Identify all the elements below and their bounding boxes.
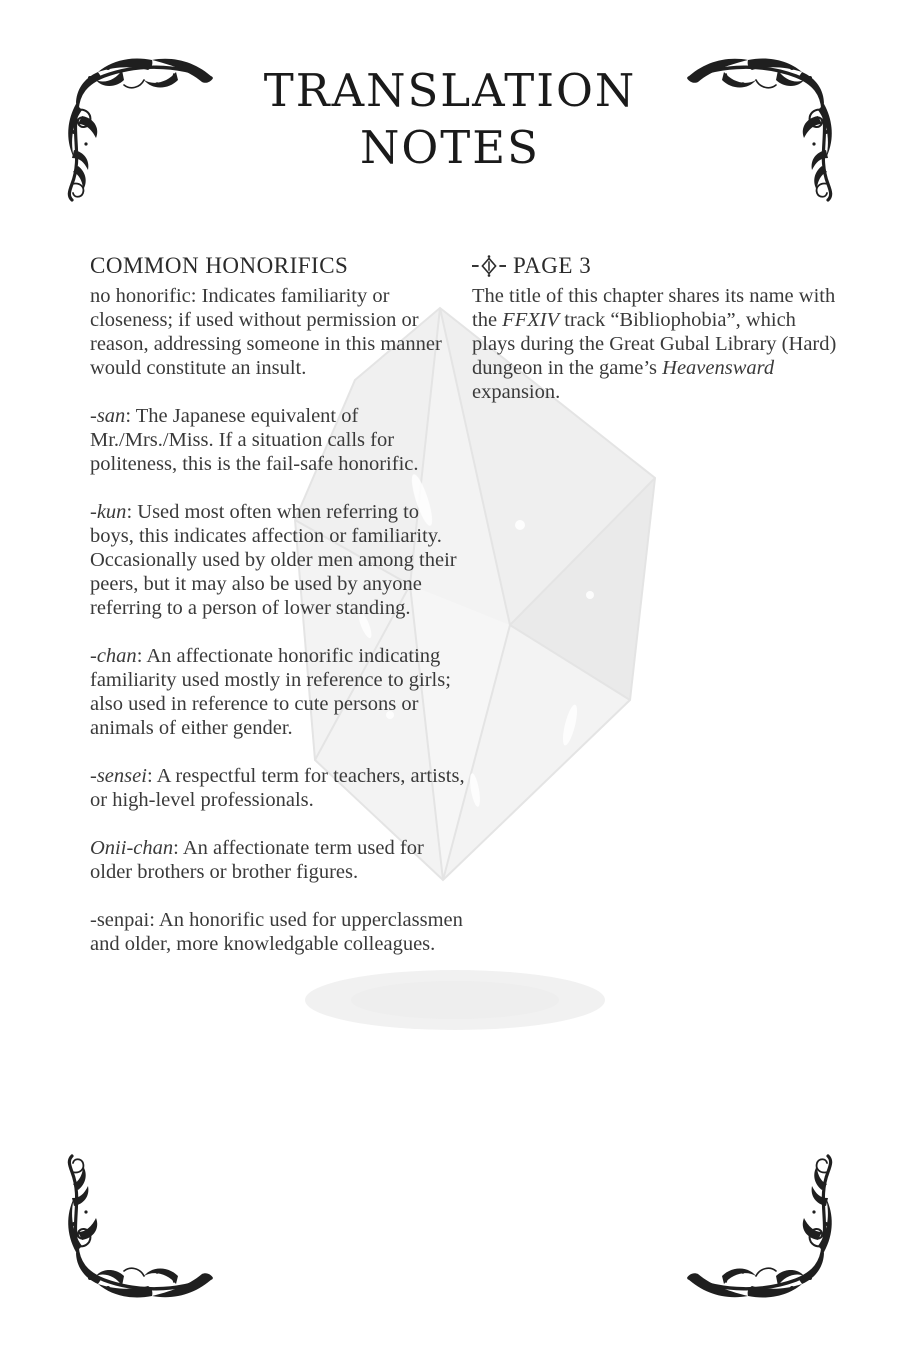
- note-italic-text: Heavensward: [662, 357, 775, 379]
- honorific-text: : Indicates familiarity or closeness; if used without permission or reason, addressing someone in this manner would constitute an insult.: [90, 285, 442, 379]
- compass-ornament-icon: [472, 254, 506, 278]
- note-text: track “Bibliophobia”, which plays during the Great Gubal Library (Hard) dungeon in the game’s: [472, 309, 837, 379]
- corner-ornament-bottom-left-icon: [56, 1154, 216, 1302]
- honorific-entry: [90, 404, 468, 476]
- honorific-text: : An affectionate term used for older brothers or brother figures.: [90, 837, 424, 883]
- honorifics-section: [90, 252, 468, 980]
- honorific-text: : An affectionate honorific indicating familiarity used mostly in reference to girls; also used in reference to cute persons or animals of either gender.: [90, 645, 451, 739]
- page-note-heading: [472, 252, 838, 280]
- corner-ornament-bottom-right-icon: [684, 1154, 844, 1302]
- honorific-entry: [90, 836, 468, 884]
- honorific-text: : Used most often when referring to boys, this indicates affection or familiarity. Occasionally used by older men among their peers, but it may also be used by anyone referring to a person of lower standing.: [90, 501, 457, 619]
- honorific-term: -senpai: [90, 909, 150, 931]
- note-text: expansion.: [472, 381, 561, 403]
- honorific-text: : An honorific used for upperclassmen and older, more knowledgable colleagues.: [90, 909, 463, 955]
- page-title-line-1: TRANSLATION: [263, 64, 637, 117]
- honorific-text: : The Japanese equivalent of Mr./Mrs./Miss. If a situation calls for politeness, this is the fail-safe honorific.: [90, 405, 419, 475]
- honorific-text: : A respectful term for teachers, artists, or high-level professionals.: [90, 765, 465, 811]
- page-note-paragraph: [472, 284, 838, 404]
- honorific-term: Onii-chan: [90, 837, 174, 859]
- page-note-heading-label: PAGE 3: [513, 253, 592, 278]
- page-note-section: [472, 252, 838, 404]
- honorifics-heading: COMMON HONORIFICS: [90, 253, 349, 278]
- honorific-entry: [90, 644, 468, 740]
- page-title-line-2: NOTES: [360, 121, 540, 174]
- honorific-entry: [90, 500, 468, 620]
- note-text: The title of this chapter shares its name with the: [472, 285, 836, 331]
- page-title: [0, 62, 900, 176]
- honorific-term: -kun: [90, 501, 127, 523]
- honorifics-list: [90, 284, 468, 956]
- honorific-entry: [90, 908, 468, 956]
- honorific-entry: [90, 764, 468, 812]
- note-italic-text: FFXIV: [502, 309, 560, 331]
- honorific-entry: [90, 284, 468, 380]
- honorific-term: -sensei: [90, 765, 147, 787]
- honorific-term: -san: [90, 405, 126, 427]
- honorific-term: no honorific: [90, 285, 191, 307]
- honorific-term: -chan: [90, 645, 137, 667]
